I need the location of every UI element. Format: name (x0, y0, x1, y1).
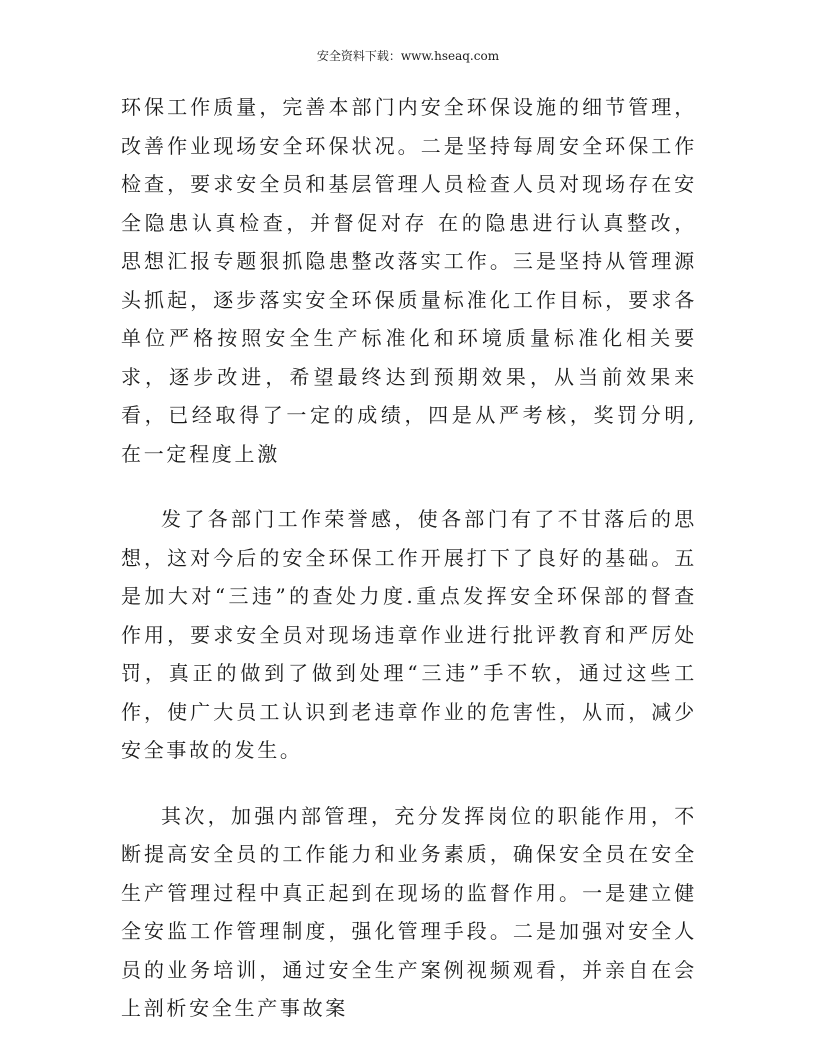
paragraph-gap (121, 473, 697, 500)
page-header: 安全资料下载：www.hseaq.com (316, 49, 500, 63)
paragraph-1: 环保工作质量，完善本部门内安全环保设施的细节管理，改善作业现场安全环保状况。二是坚持每周安全环保工作检查，要求安全员和基层管理人员检查人员对现场存在安全隐患认真检查，并督促对存 在的隐患进行认真整改，思想汇报专题狠抓隐患整改落实工作。三是坚持从管理源头抓起，逐步落实安全环保质量标准化工作目标，要求各单位严格按照安全生产标准化和环境质量标准化相关要求，逐步改进，希望最终达到预期效果，从当前效果来看，已经取得了一定的成绩，四是从严考核，奖罚分明,在一定程度上激 (121, 95, 697, 466)
document-body (121, 88, 697, 1028)
paragraph-2: 发了各部门工作荣誉感，使各部门有了不甘落后的思想，这对今后的安全环保工作开展打下了良好的基础。五是加大对“三违”的查处力度.重点发挥安全环保部的督查作用，要求安全员对现场违章作业进行批评教育和严厉处罚，真正的做到了做到处理“三违”手不软，通过这些工作，使广大员工认识到老违章作业的危害性，从而，减少安全事故的发生。 (121, 507, 697, 762)
paragraph-3: 其次，加强内部管理，充分发挥岗位的职能作用，不断提高安全员的工作能力和业务素质，确保安全员在安全生产管理过程中真正起到在现场的监督作用。一是建立健全安监工作管理制度，强化管理手段。二是加强对安全人员的业务培训，通过安全生产案例视频观看，并亲自在会上剖析安全生产事故案 (121, 803, 697, 1020)
paragraph-gap (121, 770, 697, 797)
